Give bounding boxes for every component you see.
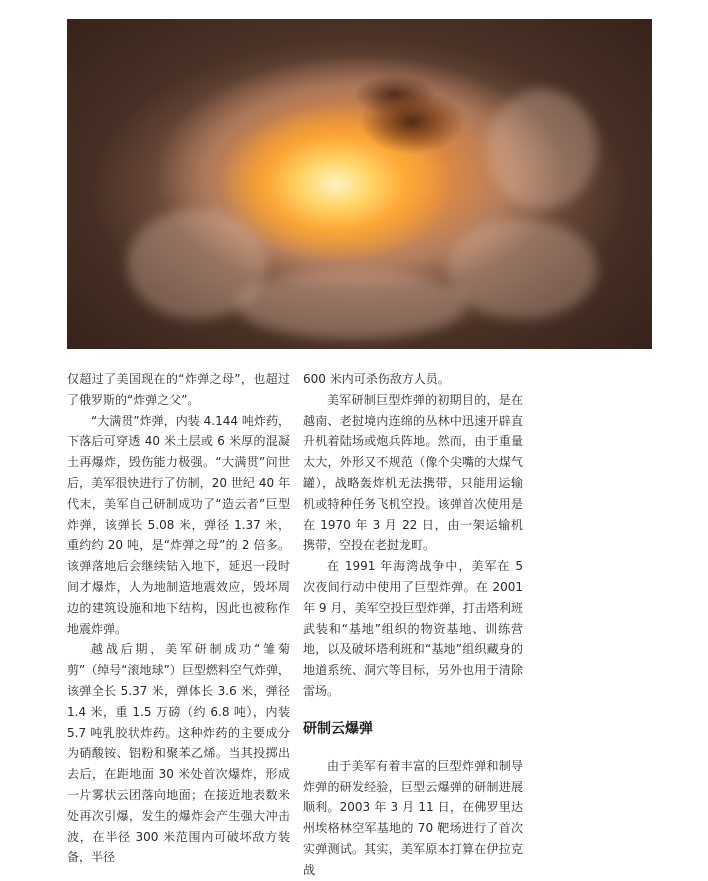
right-text-column (303, 369, 523, 881)
dust-cloud (447, 219, 597, 319)
paragraph: 越战后期，美军研制成功“雏菊剪”（绰号“滚地球”）巨型燃料空气炸弹，该弹全长 5.37 米，弹体长 3.6 米，弹径 1.4 米，重 1.5 万磅（约 6.8 吨），内装 5.7 吨乳胶状炸药。这种炸药的主要成分为硝酸铵、铝粉和聚苯乙烯。当其投掷出去后，在距地面 30 米处首次爆炸，形成一片雾状云团落向地面；在接近地表数米处再次引爆，发生的爆炸会产生强大冲击波，在半径 300 米范围内可破坏敌方装备，半径 (67, 642, 290, 865)
dust-cloud (237, 269, 467, 339)
paragraph: 仅超过了美国现在的“炸弹之母”，也超过了俄罗斯的“炸弹之父”。 (67, 372, 290, 407)
paragraph: “大满贯”炸弹，内装 4.144 吨炸药，下落后可穿透 40 米土层或 6 米厚的混凝土再爆炸，毁伤能力极强。“大满贯”问世后，美军很快进行了仿制，20 世纪 40 年代末，美军自己研制成功了“造云者”巨型炸弹，该弹长 5.08 米，弹径 1.37 米，重约约 20 吨，是“炸弹之母”的 2 倍多。该弹落地后会继续钻入地下，延迟一段时间才爆炸，人为地制造地震效应，毁坏周边的建筑设施和地下结构，因此也被称作地震炸弹。 (67, 413, 290, 636)
dust-cloud (487, 89, 597, 209)
paragraph: 在 1991 年海湾战争中，美军在 5 次夜间行动中使用了巨型炸弹。在 2001 年 9 月，美军空投巨型炸弹，打击塔利班武装和“基地”组织的物资基地、训练营地，以及破坏塔利班和“基地”组织藏身的地道系统、洞穴等目标，另外也用于清除雷场。 (303, 559, 523, 698)
section-heading: 研制云爆弹 (303, 720, 373, 737)
paragraph: 600 米内可杀伤敌方人员。 (303, 372, 450, 386)
paragraph: 美军研制巨型炸弹的初期目的，是在越南、老挝境内连绵的丛林中迅速开辟直升机着陆场或炮兵阵地。然而，由于重量太大，外形又不规范（像个尖嘴的大煤气罐），战略轰炸机无法携带，只能用运输机或特种任务飞机空投。该弹首次使用是在 1970 年 3 月 22 日，由一架运输机携带，空投在老挝龙町。 (303, 392, 523, 553)
explosion-photo (67, 19, 652, 349)
paragraph: 由于美军有着丰富的巨型炸弹和制导炸弹的研发经验，巨型云爆弹的研制进展顺利。2003 年 3 月 11 日，在佛罗里达州埃格林空军基地的 70 靶场进行了首次实弹测试。其实，美军原本打算在伊拉克战 (303, 758, 523, 877)
left-text-column (67, 369, 290, 868)
